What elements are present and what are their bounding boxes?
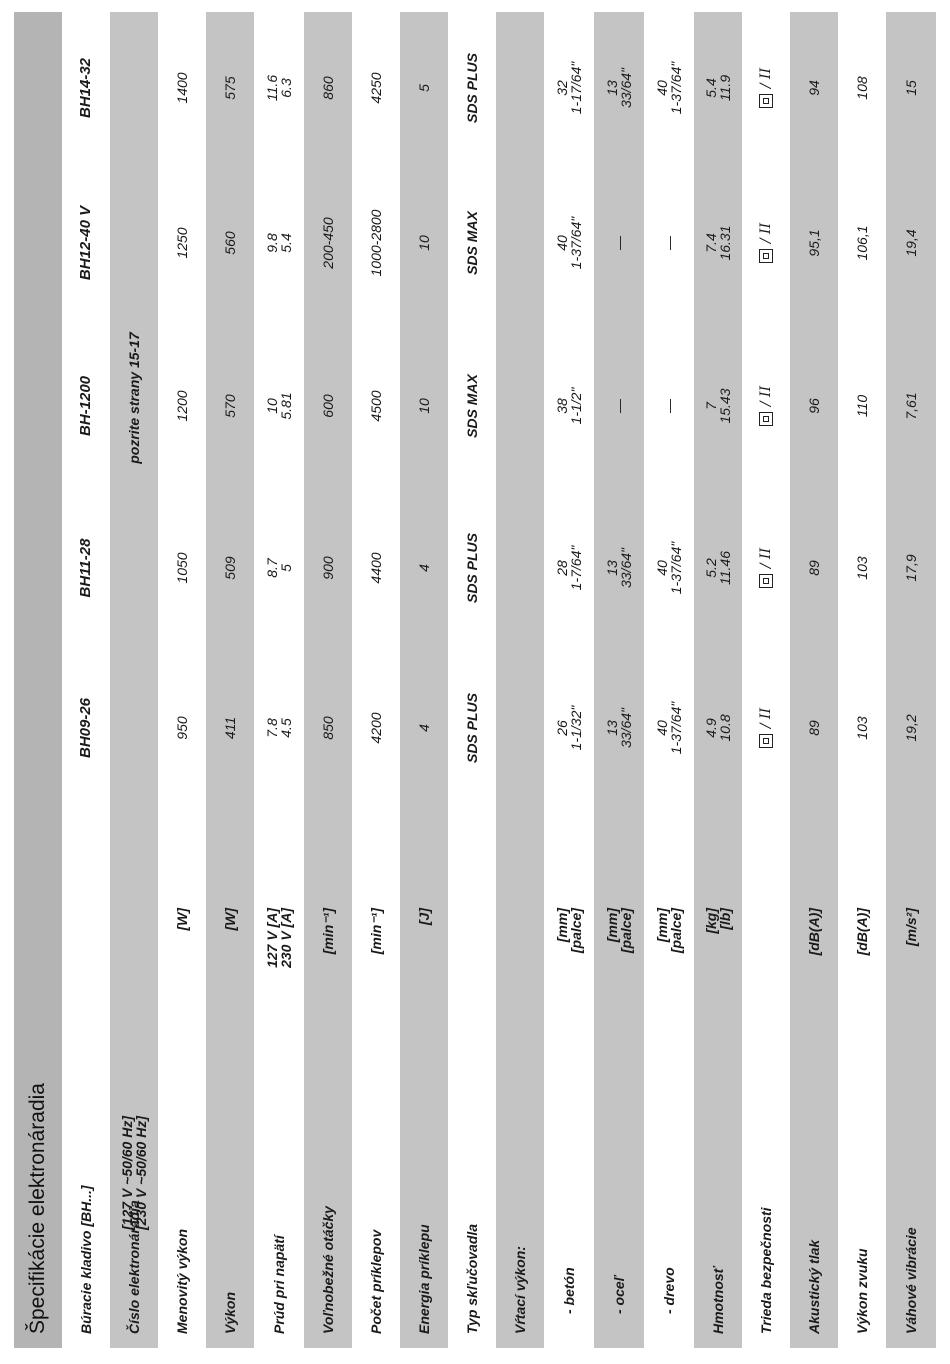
cell-value: —	[661, 236, 677, 250]
cell-value: 509	[222, 556, 238, 580]
cell-value: 1200	[174, 390, 190, 422]
voltage-units	[110, 900, 158, 1230]
row-label: Typ skľučovadla	[464, 1223, 480, 1334]
cell-value: 850	[320, 716, 336, 740]
double-insulation-icon	[759, 734, 773, 748]
cell-value: SDS PLUS	[464, 693, 480, 764]
cell-value: 9.8 5.4	[264, 233, 294, 253]
cell-value: 10	[416, 398, 432, 414]
model-name: BH14-32	[77, 57, 94, 119]
row-label: Výkon zvuku	[854, 1248, 870, 1334]
header-label: Búracie kladivo [BH...]	[78, 1185, 94, 1334]
cell-value: 900	[320, 556, 336, 580]
row-label: Prúd pri napätí	[271, 1235, 287, 1334]
double-insulation-icon	[759, 574, 773, 588]
cell-value: 26 1-1/32"	[554, 705, 584, 751]
cell-value: 860	[320, 76, 336, 100]
cell-value: 13 33/64"	[604, 708, 634, 749]
cell-value: 4	[416, 724, 432, 732]
row-prud	[254, 12, 304, 1348]
double-insulation-icon	[759, 412, 773, 426]
model-name: BH-1200	[77, 375, 94, 437]
row-vykon	[206, 12, 254, 1348]
cell-value: 600	[320, 394, 336, 418]
cell-value: SDS MAX	[464, 374, 480, 438]
cell-value: 40 1-37/64"	[654, 61, 684, 115]
cell-value: 4250	[368, 72, 384, 104]
cell-value: 570	[222, 394, 238, 418]
cell-value: 89	[806, 720, 822, 736]
row-unit: [m/s²]	[903, 908, 919, 947]
row-unit: [W]	[222, 908, 238, 931]
model-name: BH12-40 V	[77, 205, 94, 281]
row-unit	[254, 908, 304, 1048]
row-label: Váhové vibrácie	[903, 1227, 919, 1334]
cell-value: / II	[742, 331, 790, 481]
cell-value: 1400	[174, 72, 190, 104]
cell-value: 40 1-37/64"	[554, 216, 584, 270]
see-pages-note: pozrite strany 15-17	[126, 332, 142, 464]
cell-value: 4500	[368, 390, 384, 422]
row-unit: [dB(A)]	[854, 908, 870, 956]
cell-value: 411	[222, 716, 238, 740]
cell-value: 95,1	[806, 229, 822, 257]
row-unit: [dB(A)]	[806, 908, 822, 956]
row-hmotnost	[694, 12, 742, 1348]
specifications-table	[14, 12, 936, 1348]
cell-value: 103	[854, 716, 870, 740]
cell-value: 13 33/64"	[604, 68, 634, 109]
cell-value: 1050	[174, 552, 190, 584]
cell-value: 96	[806, 398, 822, 414]
unit-line: 127 V [A]	[264, 908, 280, 968]
cell-value: 17,9	[903, 554, 919, 582]
cell-value: 108	[854, 76, 870, 100]
cell-value: 7.8 4.5	[264, 718, 294, 738]
row-label: Menovitý výkon	[174, 1228, 190, 1334]
cell-value: —	[611, 399, 627, 413]
cell-value: 94	[806, 80, 822, 96]
cell-value: —	[661, 399, 677, 413]
row-label: Počet príklepov	[368, 1229, 384, 1334]
cell-value: 103	[854, 556, 870, 580]
row-label: Hmotnosť	[710, 1266, 726, 1334]
model-name: BH09-26	[77, 697, 94, 759]
cell-value: 110	[854, 394, 870, 418]
cell-value: 13 33/64"	[604, 548, 634, 589]
row-label: - drevo	[661, 1267, 677, 1314]
row-label: Voľnobežné otáčky	[320, 1206, 336, 1334]
row-label: Vŕtací výkon:	[512, 1246, 528, 1334]
cell-value: SDS MAX	[464, 211, 480, 275]
cell-value: 40 1-37/64"	[654, 701, 684, 755]
row-label: Číslo elektronáradia	[126, 1200, 142, 1334]
row-unit: [min⁻¹]	[320, 908, 336, 955]
cell-value: 5.4 11.9	[703, 74, 733, 102]
row-beton	[544, 12, 594, 1348]
cell-value: SDS PLUS	[464, 533, 480, 604]
page-title: Špecifikácie elektronáradia	[26, 1083, 49, 1334]
row-cislo	[110, 12, 158, 1348]
title-band	[14, 12, 62, 1348]
cell-value: 7.4 16.31	[703, 225, 733, 261]
cell-value: 4400	[368, 552, 384, 584]
row-label: Výkon	[222, 1291, 238, 1334]
cell-value: SDS PLUS	[464, 53, 480, 124]
unit-line: [230 V ~50/60 Hz]	[133, 1115, 149, 1230]
cell-value: 7 15.43	[703, 388, 733, 424]
row-vrtaci	[496, 12, 544, 1348]
row-unit: [kg] [lb]	[703, 908, 733, 934]
cell-value: 1250	[174, 227, 190, 259]
cell-value: 950	[174, 716, 190, 740]
cell-value: 40 1-37/64"	[654, 541, 684, 595]
double-insulation-icon	[759, 94, 773, 108]
unit-line: 230 V [A]	[278, 908, 294, 968]
row-unit: [mm] [palce]	[654, 908, 684, 954]
cell-value: 89	[806, 560, 822, 576]
cell-value: —	[611, 236, 627, 250]
cell-value: 7,61	[903, 392, 919, 420]
cell-value: 8.7 5	[264, 558, 294, 578]
row-label: Energia príklepu	[416, 1224, 432, 1334]
model-name: BH11-28	[77, 538, 94, 598]
row-priklepy	[352, 12, 400, 1348]
row-otacky	[304, 12, 352, 1348]
cell-value: 560	[222, 231, 238, 255]
cell-value: 15	[903, 80, 919, 96]
cell-value: 4.9 10.8	[703, 714, 733, 742]
row-unit: [mm] [palce]	[554, 908, 584, 954]
cell-value: 19,4	[903, 229, 919, 257]
row-akusticky	[790, 12, 838, 1348]
row-label: Trieda bezpečnosti	[758, 1207, 774, 1334]
cell-value: 19,2	[903, 714, 919, 742]
cell-value: 575	[222, 76, 238, 100]
cell-value: 10 5.81	[264, 392, 294, 420]
cell-value: 4	[416, 564, 432, 572]
row-zvuk	[838, 12, 886, 1348]
row-trieda	[742, 12, 790, 1348]
double-insulation-icon	[759, 249, 773, 263]
row-vibracie	[886, 12, 936, 1348]
cell-value: / II	[742, 13, 790, 163]
row-energia	[400, 12, 448, 1348]
cell-value: 11.6 6.3	[264, 74, 294, 102]
row-unit: [min⁻¹]	[368, 908, 384, 955]
row-label: - oceľ	[611, 1275, 627, 1314]
row-typ	[448, 12, 496, 1348]
row-drevo	[644, 12, 694, 1348]
cell-value: 5.2 11.46	[703, 551, 733, 585]
cell-value: / II	[742, 168, 790, 318]
row-menovity-vykon	[158, 12, 206, 1348]
row-label: - betón	[561, 1267, 577, 1314]
row-label: Akustický tlak	[806, 1239, 822, 1334]
header-row	[62, 12, 110, 1348]
cell-value: 38 1-1/2"	[554, 387, 584, 425]
row-ocel	[594, 12, 644, 1348]
cell-value: 200-450	[320, 217, 336, 269]
cell-value: 10	[416, 235, 432, 251]
cell-value: 32 1-17/64"	[554, 61, 584, 115]
cell-value: / II	[742, 493, 790, 643]
cell-value: 4200	[368, 712, 384, 744]
cell-value: 106,1	[854, 225, 870, 261]
cell-value: / II	[742, 653, 790, 803]
row-unit: [W]	[174, 908, 190, 931]
row-unit: [J]	[416, 908, 432, 926]
row-unit: [mm] [palce]	[604, 908, 634, 954]
unit-line: [127 V ~50/60 Hz]	[119, 1115, 135, 1230]
cell-value: 1000-2800	[368, 209, 384, 277]
cell-value: 5	[416, 84, 432, 92]
cell-value: 28 1-7/64"	[554, 545, 584, 591]
